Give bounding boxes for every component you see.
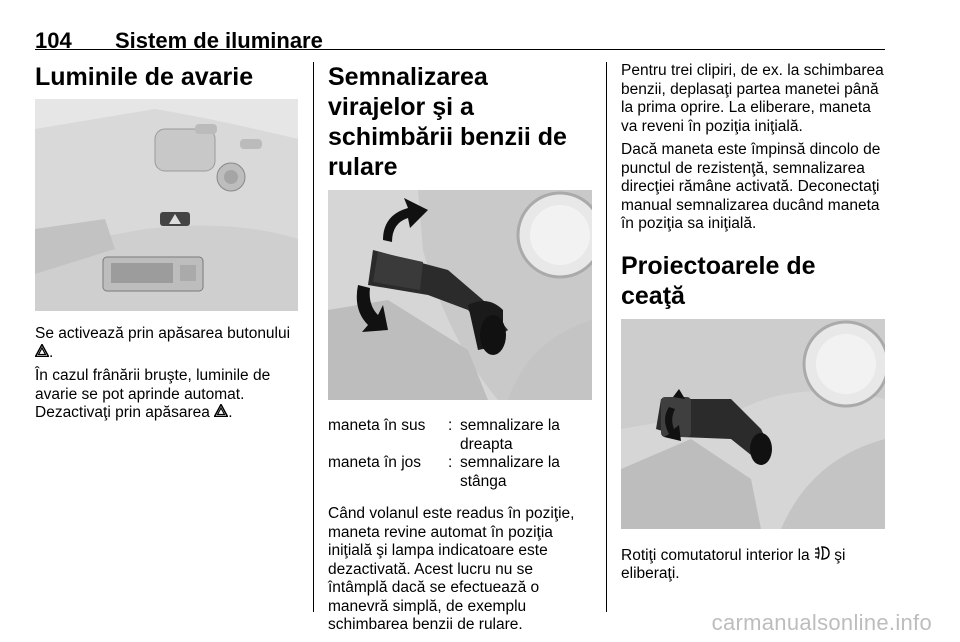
turn-signal-para-cont-2: Dacă maneta este împinsă dincolo de punctul de rezistenţă, semnalizarea direcţiei rămâne activată. Deconectaţi manual semnalizarea ducând maneta în poziţia sa iniţială. <box>621 141 881 232</box>
column-divider <box>313 62 314 612</box>
page-title: Sistem de iluminare <box>115 28 323 53</box>
hazard-para-2: În cazul frânării bruşte, luminile de avarie se pot aprinde automat. Dezactivaţi prin apăsarea . <box>35 367 271 421</box>
hazard-triangle-icon <box>35 344 49 363</box>
section-heading-fog-lights: Proiectoarele de ceaţă <box>621 251 816 310</box>
turn-signal-para: Când volanul este readus în poziţie, maneta revine automat în poziţia iniţială şi lampa indicatoare este dezactivată. Acest lucru nu se întâmplă dacă se efectuează o manevră simplă, de exemplu schimbarea benzii de rulare. <box>328 505 575 633</box>
section-heading-hazard: Luminile de avarie <box>35 63 254 91</box>
hazard-button-illustration <box>35 99 298 311</box>
page-number: 104 <box>35 28 72 53</box>
table-row: maneta în jos : semnalizare la stânga <box>328 454 560 490</box>
column-fog-lights <box>621 62 885 589</box>
column-hazard-lights <box>35 62 298 428</box>
turn-signal-lever-illustration <box>328 190 592 400</box>
watermark: carmanualsonline.info <box>711 610 932 635</box>
fog-light-para: Rotiţi comutatorul interior la şi eliberaţi. <box>621 546 846 582</box>
lever-positions-table <box>328 417 590 491</box>
header-rule <box>35 49 885 50</box>
fog-light-switch-illustration <box>621 319 885 529</box>
hazard-triangle-icon <box>214 404 228 423</box>
column-divider <box>606 62 607 612</box>
column-turn-signals <box>328 62 592 640</box>
table-row: maneta în sus : semnalizare la dreapta <box>328 417 560 453</box>
page-header <box>35 28 885 54</box>
turn-signal-para-cont-1: Pentru trei clipiri, de ex. la schimbarea benzii, deplasaţi partea manetei până la prima oprire. La eliberare, maneta va reveni în poziţia iniţială. <box>621 62 884 135</box>
hazard-para-1: Se activează prin apăsarea butonului . <box>35 325 291 361</box>
section-heading-turn-signals: Semnalizarea virajelor şi a schimbării benzii de rulare <box>328 63 567 181</box>
front-fog-light-icon <box>814 546 830 566</box>
